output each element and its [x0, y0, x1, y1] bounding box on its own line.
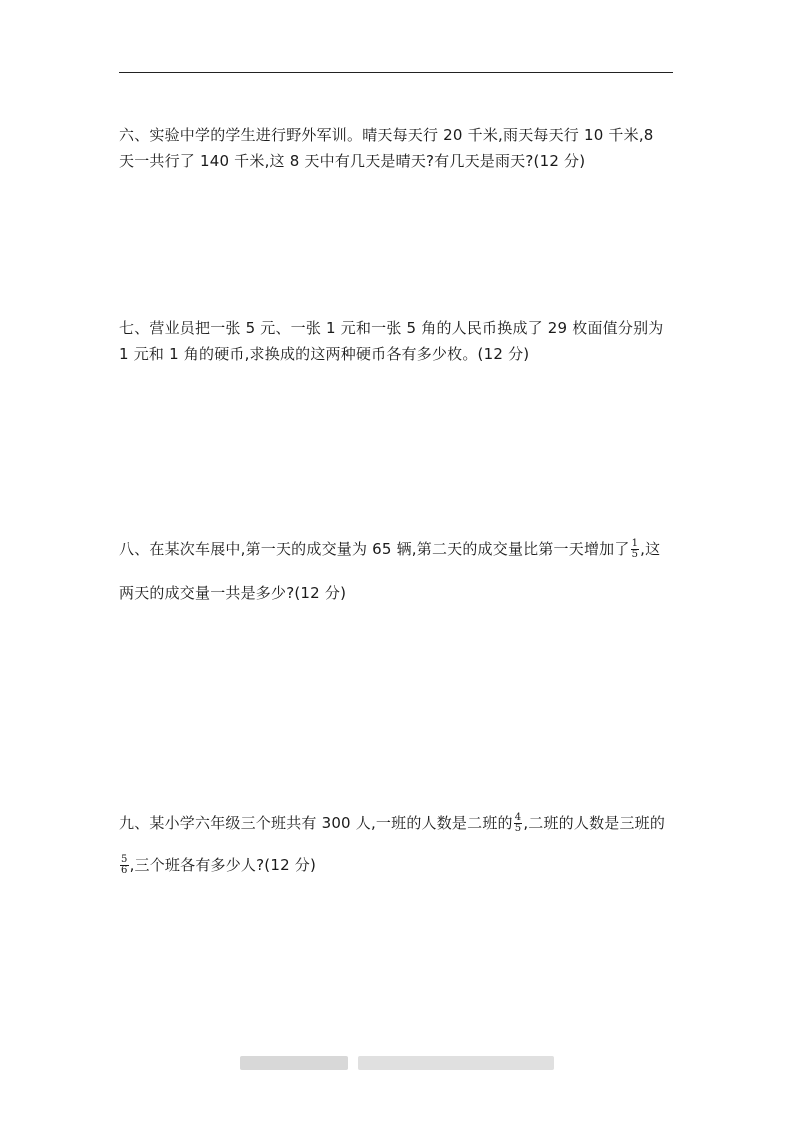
fraction-numerator: 5: [121, 854, 128, 865]
question-seven-line-1: 七、营业员把一张 5 元、一张 1 元和一张 5 角的人民币换成了 29 枚面值分别为: [119, 319, 664, 337]
fraction-one-fifth: [631, 539, 640, 560]
fraction-numerator: 4: [514, 812, 522, 823]
question-nine-text-middle: ,二班的人数是三班的: [523, 814, 666, 832]
fraction-denominator: 6: [121, 865, 128, 876]
question-nine-line-2: [119, 854, 316, 876]
question-seven-line-2: 1 元和 1 角的硬币,求换成的这两种硬币各有多少枚。(12 分): [119, 345, 530, 363]
question-eight-text-after: ,这: [640, 540, 661, 558]
fraction-denominator: 5: [631, 549, 639, 560]
question-eight-line-1: [119, 538, 660, 560]
question-eight-text-before: 八、在某次车展中,第一天的成交量为 65 辆,第二天的成交量比第一天增加了: [119, 540, 630, 558]
question-eight-line-2: 两天的成交量一共是多少?(12 分): [119, 584, 347, 602]
question-six-line-2: 天一共行了 140 千米,这 8 天中有几天是晴天?有几天是雨天?(12 分): [119, 152, 586, 170]
question-nine-text-after: ,三个班各有多少人?(12 分): [129, 856, 317, 874]
top-rule: [119, 72, 673, 73]
fraction-four-fifths: [514, 813, 523, 834]
question-nine-text-before: 九、某小学六年级三个班共有 300 人,一班的人数是二班的: [119, 814, 513, 832]
blurred-footer-block: [240, 1056, 348, 1070]
fraction-denominator: 5: [514, 823, 522, 834]
question-nine-line-1: [119, 812, 665, 834]
question-six-line-1: 六、实验中学的学生进行野外军训。晴天每天行 20 千米,雨天每天行 10 千米,8: [119, 126, 654, 144]
blurred-footer-block: [358, 1056, 554, 1070]
fraction-numerator: 1: [631, 538, 639, 549]
fraction-five-sixths: [120, 855, 129, 876]
